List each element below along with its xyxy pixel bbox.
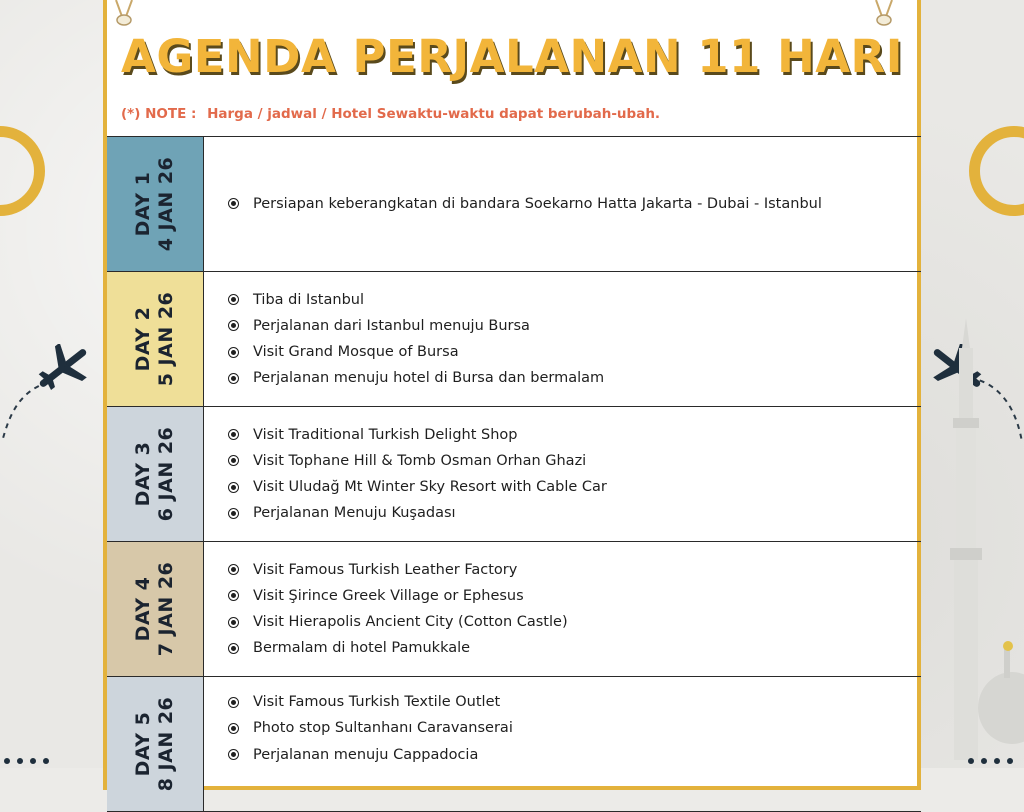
- page-title: AGENDA PERJALANAN 11 HARI: [121, 30, 903, 83]
- day-number: DAY 3: [132, 441, 154, 507]
- radio-bullet-icon: [228, 455, 239, 466]
- radio-bullet-icon: [228, 590, 239, 601]
- activity-item: Photo stop Sultanhanı Caravanserai: [228, 715, 921, 741]
- activity-list: [204, 137, 921, 271]
- day-label-cell: [107, 137, 204, 271]
- activity-item: Visit Famous Turkish Textile Outlet: [228, 689, 921, 715]
- day-date: 4 JAN 26: [155, 156, 177, 252]
- activity-item: Visit Tophane Hill & Tomb Osman Orhan Ghazi: [228, 448, 921, 474]
- day-row: [107, 272, 921, 407]
- activity-item: Visit Famous Turkish Leather Factory: [228, 556, 921, 582]
- radio-bullet-icon: [228, 429, 239, 440]
- airplane-icon: [36, 344, 90, 392]
- lantern-hanger-icon: [870, 0, 900, 26]
- day-label-cell: [107, 542, 204, 676]
- radio-bullet-icon: [228, 294, 239, 305]
- day-date: 6 JAN 26: [155, 426, 177, 522]
- note-label: (*) NOTE :: [121, 106, 197, 122]
- radio-bullet-icon: [228, 564, 239, 575]
- itinerary-table: [107, 136, 921, 812]
- day-row: [107, 542, 921, 677]
- radio-bullet-icon: [228, 749, 239, 760]
- radio-bullet-icon: [228, 617, 239, 628]
- activity-item: Perjalanan Menuju Kuşadası: [228, 500, 921, 526]
- activity-list: [204, 407, 921, 541]
- dotted-decoration: [968, 758, 1013, 764]
- day-label-cell: [107, 677, 204, 811]
- radio-bullet-icon: [228, 643, 239, 654]
- day-row: [107, 137, 921, 272]
- day-number: DAY 5: [132, 711, 154, 777]
- activity-list: [204, 542, 921, 676]
- activity-item: Tiba di Istanbul: [228, 286, 921, 312]
- note-line: [121, 106, 660, 122]
- activity-item: Visit Grand Mosque of Bursa: [228, 339, 921, 365]
- day-number: DAY 4: [132, 576, 154, 642]
- activity-item: Visit Uludağ Mt Winter Sky Resort with Cable Car: [228, 474, 921, 500]
- day-number: DAY 2: [132, 306, 154, 372]
- radio-bullet-icon: [228, 373, 239, 384]
- day-number: DAY 1: [132, 171, 154, 237]
- radio-bullet-icon: [228, 320, 239, 331]
- activity-item: Perjalanan menuju Cappadocia: [228, 742, 921, 768]
- radio-bullet-icon: [228, 482, 239, 493]
- activity-item: Bermalam di hotel Pamukkale: [228, 635, 921, 661]
- note-text: Harga / jadwal / Hotel Sewaktu-waktu dapat berubah-ubah.: [207, 106, 661, 122]
- activity-item: Visit Hierapolis Ancient City (Cotton Castle): [228, 609, 921, 635]
- radio-bullet-icon: [228, 347, 239, 358]
- day-row: [107, 677, 921, 812]
- lantern-hanger-icon: [110, 0, 140, 26]
- day-label-cell: [107, 407, 204, 541]
- activity-item: Visit Traditional Turkish Delight Shop: [228, 421, 921, 447]
- activity-list: [204, 272, 921, 406]
- radio-bullet-icon: [228, 723, 239, 734]
- day-date: 7 JAN 26: [155, 561, 177, 657]
- activity-item: Perjalanan dari Istanbul menuju Bursa: [228, 313, 921, 339]
- radio-bullet-icon: [228, 508, 239, 519]
- activity-item: Visit Şirince Greek Village or Ephesus: [228, 583, 921, 609]
- day-date: 8 JAN 26: [155, 696, 177, 792]
- radio-bullet-icon: [228, 697, 239, 708]
- day-date: 5 JAN 26: [155, 291, 177, 387]
- mosque-minaret-illustration: [926, 318, 1024, 768]
- activity-list: [204, 677, 921, 768]
- activity-item: Persiapan keberangkatan di bandara Soekarno Hatta Jakarta - Dubai - Istanbul: [228, 191, 921, 217]
- radio-bullet-icon: [228, 198, 239, 209]
- activity-item: Perjalanan menuju hotel di Bursa dan bermalam: [228, 365, 921, 391]
- dotted-decoration: [4, 758, 49, 764]
- day-row: [107, 407, 921, 542]
- day-label-cell: [107, 272, 204, 406]
